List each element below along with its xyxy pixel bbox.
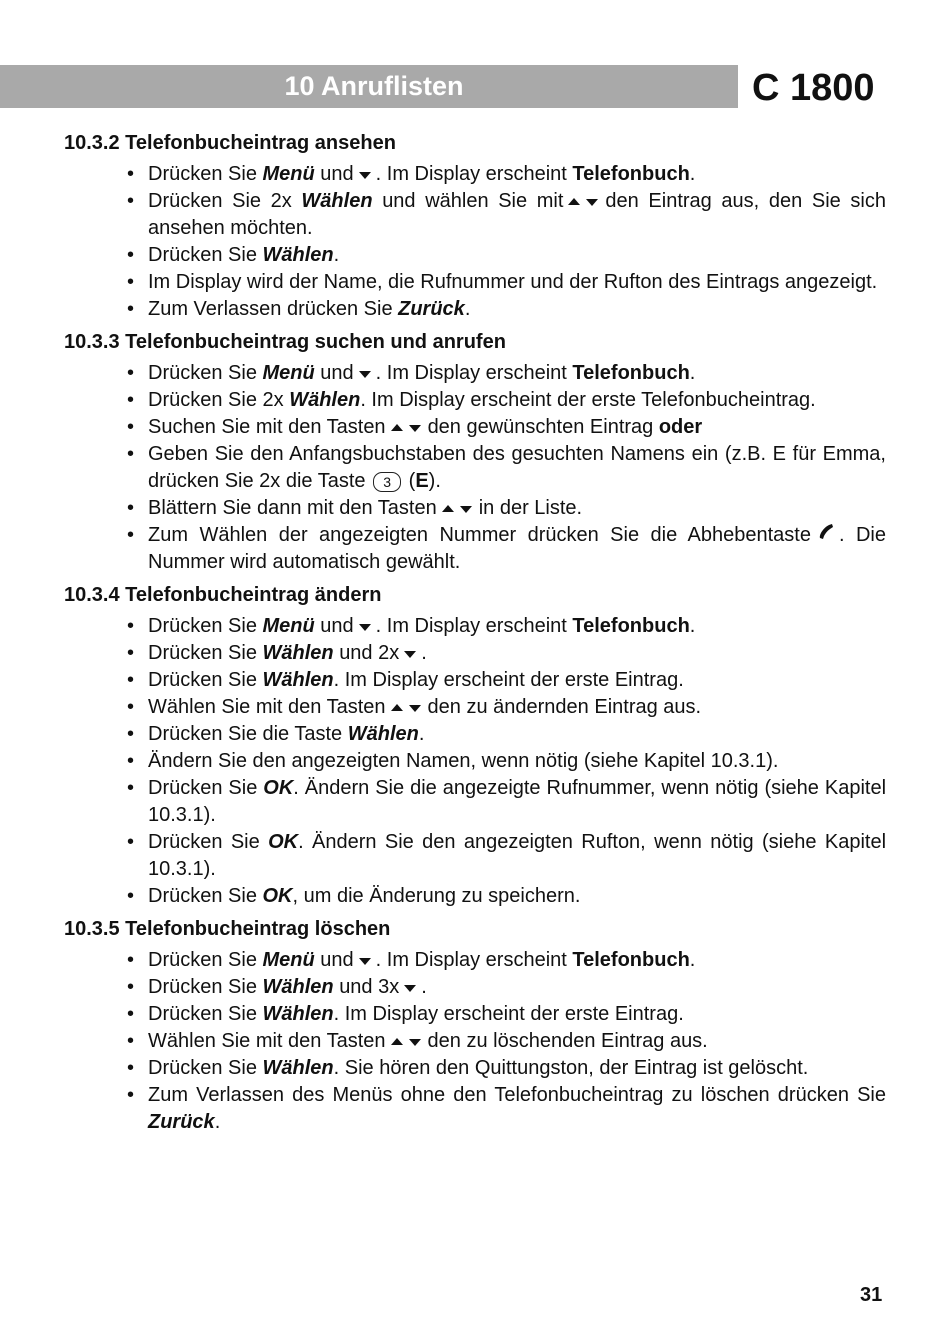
section-delete-entry [64, 916, 886, 1136]
down-arrow-icon [358, 369, 372, 379]
list-item: • Drücken Sie die Taste Wählen. [64, 721, 886, 748]
instruction-list [64, 161, 886, 323]
down-arrow-icon [358, 622, 372, 632]
list-item: • Ändern Sie den angezeigten Namen, wenn nötig (siehe Kapitel 10.3.1). [64, 748, 886, 775]
up-down-arrows-icon [390, 1037, 424, 1047]
up-down-arrows-icon [441, 504, 475, 514]
list-item: • Drücken Sie OK. Ändern Sie den angezeigten Rufton, wenn nötig (siehe Kapitel 10.3.1). [64, 829, 886, 883]
section-title: 10.3.4 Telefonbucheintrag ändern [64, 584, 382, 607]
up-down-arrows-icon [390, 703, 424, 713]
list-item: • Wählen Sie mit den Tasten den zu ändernden Eintrag aus. [64, 694, 886, 721]
list-item: • Zum Verlassen des Menüs ohne den Telefonbucheintrag zu löschen drücken Sie Zurück. [64, 1082, 886, 1136]
list-item: • Drücken Sie 2x Wählen und wählen Sie mit den Eintrag aus, den Sie sich ansehen möchten. [64, 188, 886, 242]
instruction-list [64, 360, 886, 576]
list-item: • Drücken Sie Menü und . Im Display erscheint Telefonbuch. [64, 947, 886, 974]
section-title: 10.3.3 Telefonbucheintrag suchen und anrufen [64, 331, 506, 353]
list-item: • Drücken Sie Wählen und 2x . [64, 640, 886, 667]
instruction-list [64, 947, 886, 1136]
page-content [64, 130, 886, 1142]
page-number: 31 [860, 1284, 883, 1306]
down-arrow-icon [403, 649, 417, 659]
list-item: • Im Display wird der Name, die Rufnummer und der Rufton des Eintrags angezeigt. [64, 269, 886, 296]
list-item: • Drücken Sie 2x Wählen. Im Display erscheint der erste Telefonbucheintrag. [64, 387, 886, 414]
up-down-arrows-icon [390, 423, 424, 433]
section-title: 10.3.2 Telefonbucheintrag ansehen [64, 132, 396, 154]
down-arrow-icon [358, 170, 372, 180]
list-item: • Zum Wählen der angezeigten Nummer drücken Sie die Abhebentaste . Die Nummer wird automatisch gewählt. [64, 522, 886, 576]
list-item: • Drücken Sie Wählen. Im Display erscheint der erste Eintrag. [64, 667, 886, 694]
model-name: C 1800 [752, 67, 875, 109]
instruction-list [64, 613, 886, 910]
list-item: • Drücken Sie Menü und . Im Display erscheint Telefonbuch. [64, 613, 886, 640]
chapter-header-bar [0, 65, 738, 108]
up-down-arrows-icon [567, 197, 601, 207]
list-item: • Suchen Sie mit den Tasten den gewünschten Eintrag oder [64, 414, 886, 441]
list-item: • Drücken Sie Wählen und 3x . [64, 974, 886, 1001]
list-item: • Drücken Sie Menü und . Im Display erscheint Telefonbuch. [64, 161, 886, 188]
list-item: • Drücken Sie Wählen. Im Display erscheint der erste Eintrag. [64, 1001, 886, 1028]
list-item: • Wählen Sie mit den Tasten den zu löschenden Eintrag aus. [64, 1028, 886, 1055]
list-item: • Drücken Sie Wählen. [64, 242, 886, 269]
list-item: • Blättern Sie dann mit den Tasten in der Liste. [64, 495, 886, 522]
key-3-icon: 3 [373, 472, 401, 492]
section-view-entry [64, 130, 886, 323]
list-item: • Drücken Sie Menü und . Im Display erscheint Telefonbuch. [64, 360, 886, 387]
list-item: • Drücken Sie OK, um die Änderung zu speichern. [64, 883, 886, 910]
down-arrow-icon [403, 983, 417, 993]
section-edit-entry [64, 582, 886, 910]
phone-handset-icon [817, 522, 837, 549]
list-item: • Drücken Sie OK. Ändern Sie die angezeigte Rufnummer, wenn nötig (siehe Kapitel 10.3.1). [64, 775, 886, 829]
list-item: • Zum Verlassen drücken Sie Zurück. [64, 296, 886, 323]
down-arrow-icon [358, 956, 372, 966]
chapter-title: 10 Anruflisten [284, 71, 464, 101]
section-search-call [64, 329, 886, 576]
section-title: 10.3.5 Telefonbucheintrag löschen [64, 918, 391, 941]
list-item: • Geben Sie den Anfangsbuchstaben des gesuchten Namens ein (z.B. E für Emma, drücken Sie 2x die Taste 3 (E). [64, 441, 886, 495]
list-item: • Drücken Sie Wählen. Sie hören den Quittungston, der Eintrag ist gelöscht. [64, 1055, 886, 1082]
